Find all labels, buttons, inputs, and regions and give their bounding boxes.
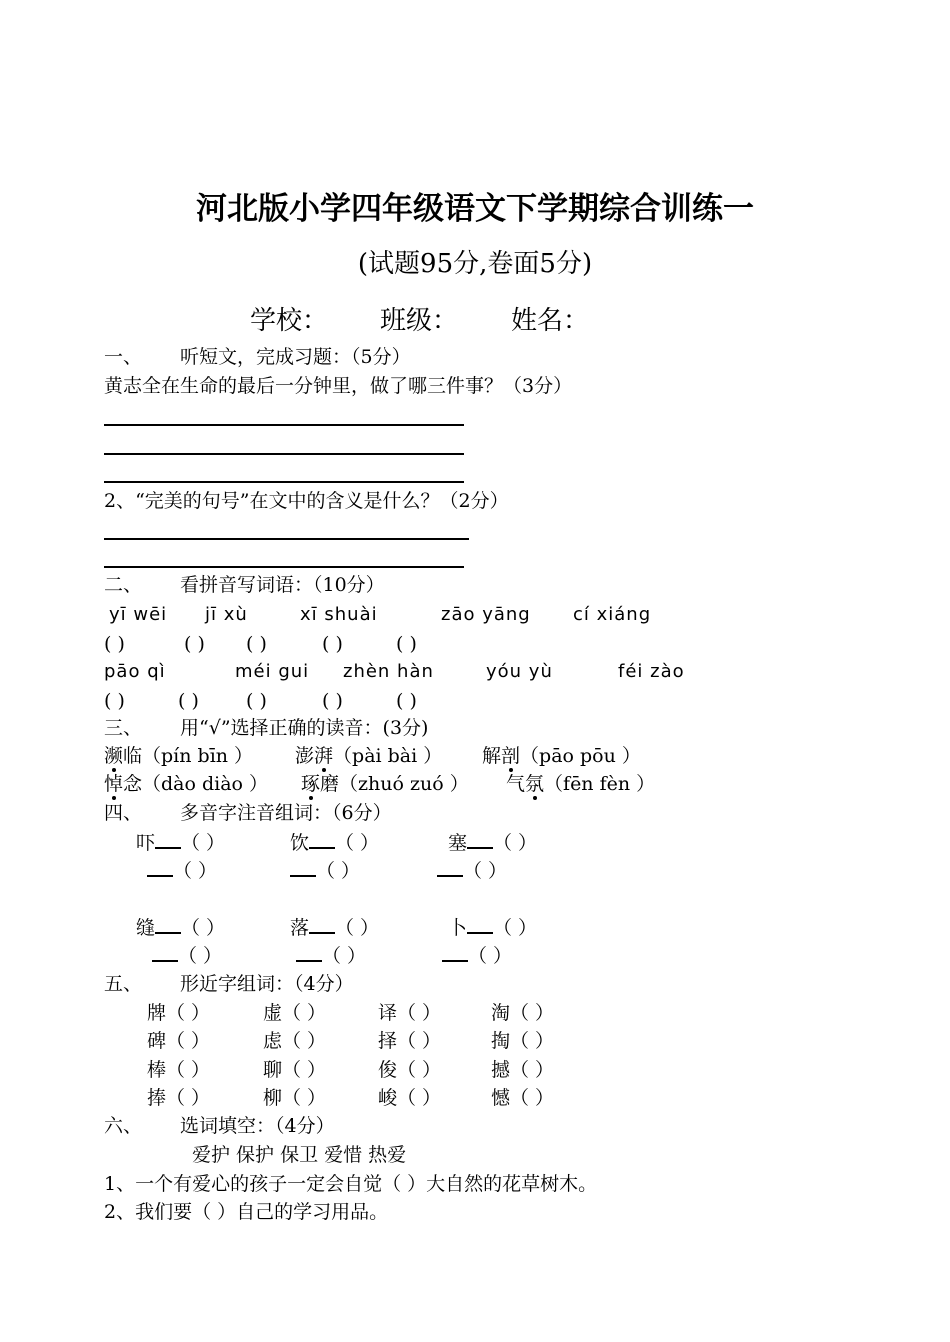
page-title: 河北版小学四年级语文下学期综合训练一 (196, 191, 754, 227)
page-subtitle: (试题95分,卷面5分) (357, 249, 593, 279)
polyphone-item[interactable]: 饮 （ ） (290, 829, 379, 856)
s4-heading: 多音字注音组词：（6分） (180, 802, 392, 824)
s1-question-1: 黄志全在生命的最后一分钟里，做了哪三件事？（3分） (104, 375, 573, 397)
answer-line[interactable] (104, 538, 469, 540)
polyphone-item[interactable]: 吓 （ ） (136, 829, 225, 856)
polyphone-item[interactable]: （ ） (442, 942, 512, 969)
s4-num: 四、 (104, 802, 143, 824)
similar-char-item[interactable]: 棒（ ） (147, 1059, 211, 1081)
polyphone-item[interactable]: （ ） (437, 857, 507, 884)
fill-question-1[interactable]: 1、一个有爱心的孩子一定会自觉（ ）大自然的花草树木。 (104, 1173, 598, 1195)
pinyin: yóu yù (486, 661, 553, 682)
similar-char-item[interactable]: 俊（ ） (378, 1059, 442, 1081)
s5-num: 五、 (104, 973, 143, 995)
s6-heading: 选词填空：（4分） (180, 1115, 335, 1137)
polyphone-item[interactable]: （ ） (152, 942, 222, 969)
pinyin: cí xiáng (573, 604, 652, 625)
pinyin: pāo qì (104, 661, 166, 682)
class-label: 班级： (380, 306, 459, 336)
s6-num: 六、 (104, 1115, 143, 1137)
polyphone-item[interactable]: （ ） (147, 857, 217, 884)
similar-char-item[interactable]: 聊（ ） (263, 1059, 327, 1081)
polyphone-item[interactable]: 落 （ ） (290, 914, 379, 941)
pinyin: zhèn hàn (343, 661, 434, 682)
similar-char-item[interactable]: 虑（ ） (263, 1030, 327, 1052)
answer-paren[interactable]: ( ) (104, 633, 125, 655)
answer-paren[interactable]: ( ) (246, 690, 267, 712)
similar-char-item[interactable]: 牌（ ） (147, 1002, 211, 1024)
polyphone-item[interactable]: （ ） (290, 857, 360, 884)
answer-line[interactable] (104, 566, 464, 568)
pinyin: xī shuài (300, 604, 378, 625)
similar-char-item[interactable]: 淘（ ） (491, 1002, 555, 1024)
answer-paren[interactable]: ( ) (322, 633, 343, 655)
word-bank: 爱护 保护 保卫 爱惜 热爱 (192, 1144, 407, 1166)
fill-question-2[interactable]: 2、我们要（ ）自己的学习用品。 (104, 1201, 389, 1223)
reading-choice[interactable]: 悼念（dào diào ） (104, 773, 269, 795)
pinyin: méi gui (235, 661, 310, 682)
similar-char-item[interactable]: 撼（ ） (491, 1059, 555, 1081)
school-label: 学校： (250, 306, 329, 336)
s1-question-2: 2、“完美的句号”在文中的含义是什么？（2分） (104, 490, 509, 512)
similar-char-item[interactable]: 虚（ ） (263, 1002, 327, 1024)
similar-char-item[interactable]: 峻（ ） (378, 1087, 442, 1109)
answer-paren[interactable]: ( ) (178, 690, 199, 712)
pinyin: zāo yāng (441, 604, 531, 625)
s2-num: 二、 (104, 574, 143, 596)
answer-line[interactable] (104, 453, 464, 455)
answer-line[interactable] (104, 424, 464, 426)
reading-choice[interactable]: 气氛（fēn fèn ） (506, 773, 656, 795)
s3-heading: 用“√”选择正确的读音：(3分) (180, 717, 429, 739)
answer-paren[interactable]: ( ) (184, 633, 205, 655)
s1-num: 一、 (104, 346, 143, 368)
s2-heading: 看拼音写词语：（10分） (180, 574, 385, 596)
polyphone-item[interactable]: 卜 （ ） (448, 914, 537, 941)
answer-line[interactable] (104, 481, 464, 483)
similar-char-item[interactable]: 译（ ） (378, 1002, 442, 1024)
answer-paren[interactable]: ( ) (246, 633, 267, 655)
reading-choice[interactable]: 琢磨（zhuó zuó ） (301, 773, 469, 795)
similar-char-item[interactable]: 择（ ） (378, 1030, 442, 1052)
similar-char-item[interactable]: 捧（ ） (147, 1087, 211, 1109)
pinyin: féi zào (618, 661, 685, 682)
similar-char-item[interactable]: 柳（ ） (263, 1087, 327, 1109)
answer-paren[interactable]: ( ) (396, 690, 417, 712)
answer-paren[interactable]: ( ) (322, 690, 343, 712)
polyphone-item[interactable]: 缝 （ ） (136, 914, 225, 941)
reading-choice[interactable]: 解剖（pāo pōu ） (482, 745, 641, 767)
name-label: 姓名： (511, 306, 590, 336)
similar-char-item[interactable]: 掏（ ） (491, 1030, 555, 1052)
answer-paren[interactable]: ( ) (104, 690, 125, 712)
answer-paren[interactable]: ( ) (396, 633, 417, 655)
reading-choice[interactable]: 澎湃（pài bài ） (295, 745, 443, 767)
s5-heading: 形近字组词：（4分） (180, 973, 354, 995)
s1-heading: 听短文，完成习题：（5分） (180, 346, 411, 368)
similar-char-item[interactable]: 憾（ ） (491, 1087, 555, 1109)
pinyin: jī xù (205, 604, 248, 625)
pinyin: yī wēi (109, 604, 168, 625)
reading-choice[interactable]: 濒临（pín bīn ） (104, 745, 254, 767)
similar-char-item[interactable]: 碑（ ） (147, 1030, 211, 1052)
polyphone-item[interactable]: 塞 （ ） (448, 829, 537, 856)
polyphone-item[interactable]: （ ） (296, 942, 366, 969)
s3-num: 三、 (104, 717, 143, 739)
